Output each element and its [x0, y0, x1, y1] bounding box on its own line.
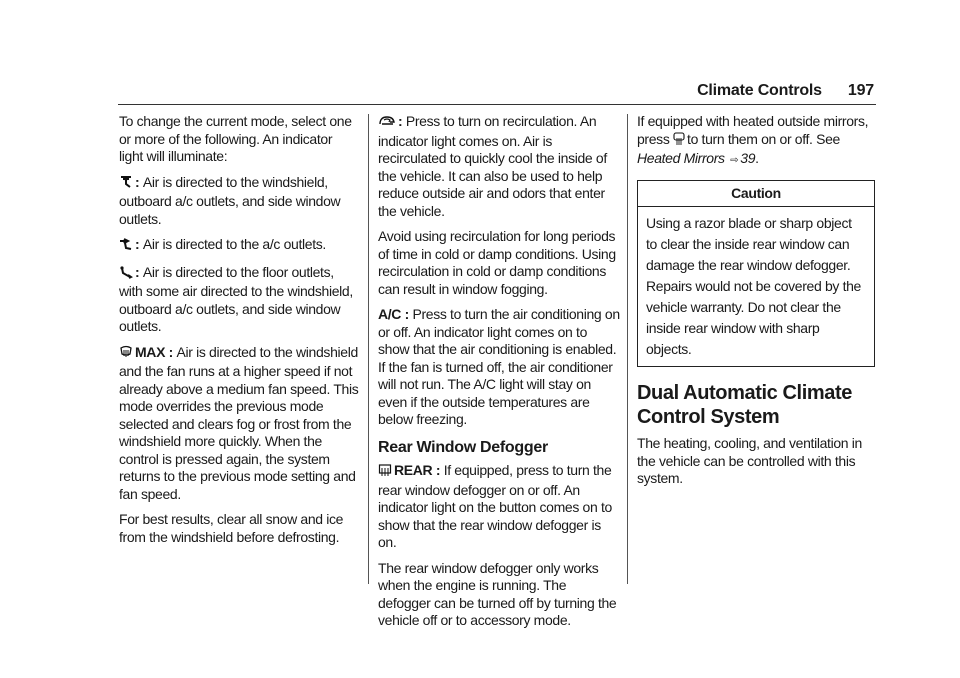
rear-works-paragraph: The rear window defogger only works when the engine is running. The defogger can be turned off by turning the vehicle off or to accessory mode.: [378, 559, 617, 628]
defrost-floor-mode-icon: [119, 175, 133, 194]
caution-body: Using a razor blade or sharp object to clear the inside rear window can damage the rear window defogger. Repairs would not be covered by the vehicle warranty. Do not clear the inside rear window with sharp objects.: [646, 215, 861, 357]
caution-box: [637, 180, 875, 368]
mode-floor: : Air is directed to the floor outlets, with some air directed to the windshield, outboard a/c outlets, and side window outlets.: [119, 263, 353, 334]
page-header: [697, 82, 874, 100]
rear-item: REAR : If equipped, press to turn the rear window defogger on or off. An indicator light on the button comes on to show that the rear window defogger is on.: [378, 462, 612, 550]
heated-mirrors-page[interactable]: 39: [740, 150, 756, 166]
ac-item: A/C : Press to turn the air conditioning on or off. An indicator light comes on to show that the air conditioning is enabled. If the fan is turned off, the air conditioner will not run. The A/C light will stay on even if the outside temperatures are below freezing.: [378, 306, 620, 427]
recirc-item: : Press to turn on recirculation. An indicator light comes on. Air is recirculated to quickly cool the inside of the vehicle. It can also be used to help reduce outside air and odors that enter the vehicle.: [378, 113, 607, 219]
heated-mirror-icon: [673, 132, 685, 151]
column-1: [119, 113, 359, 554]
column-divider-1: [368, 114, 369, 584]
mode-defrost-floor: : Air is directed to the windshield, outboard a/c outlets, and side window outlets.: [119, 173, 341, 227]
section-title: Climate Controls: [697, 82, 822, 99]
heated-mirrors-link[interactable]: Heated Mirrors: [637, 150, 725, 166]
caution-title: Caution: [638, 181, 874, 208]
recirculation-icon: [378, 114, 396, 133]
mode-vent: : Air is directed to the a/c outlets.: [119, 236, 359, 256]
rear-defogger-heading: Rear Window Defogger: [378, 438, 548, 456]
page-ref-arrow-icon: ⇨: [730, 155, 739, 166]
dual-climate-heading: Dual Automatic Climate Control System: [637, 382, 852, 428]
dual-climate-paragraph: The heating, cooling, and ventilation in the vehicle can be controlled with this system.: [637, 435, 862, 486]
page-number: 197: [847, 82, 874, 99]
column-divider-2: [627, 114, 628, 584]
rear-defog-icon: [378, 463, 392, 482]
header-rule: [118, 104, 876, 105]
recirc-avoid-paragraph: Avoid using recirculation for long periods of time in cold or damp conditions. Using recirculation in cold or damp conditions can result in window fogging.: [378, 228, 616, 297]
best-results-paragraph: For best results, clear all snow and ice from the windshield before defrosting.: [119, 511, 344, 545]
column-2: [378, 113, 620, 638]
floor-mode-icon: [119, 265, 133, 284]
max-defrost-icon: [119, 345, 133, 364]
vent-mode-icon: [119, 237, 133, 256]
mode-max: MAX : Air is directed to the windshield and the fan runs at a higher speed if not already above a medium fan speed. This mode overrides the previous mode selected and clears fog or frost from the windshield more quickly. When the control is pressed again, the system returns to the previous mode setting and fan speed.: [119, 343, 359, 502]
column-3: [637, 113, 875, 496]
heated-mirrors-paragraph: If equipped with heated outside mirrors, press to turn them on or off. See Heated Mirrors ⇨ 39.: [637, 113, 869, 166]
intro-paragraph: To change the current mode, select one or more of the following. An indicator light will illuminate:: [119, 113, 352, 164]
